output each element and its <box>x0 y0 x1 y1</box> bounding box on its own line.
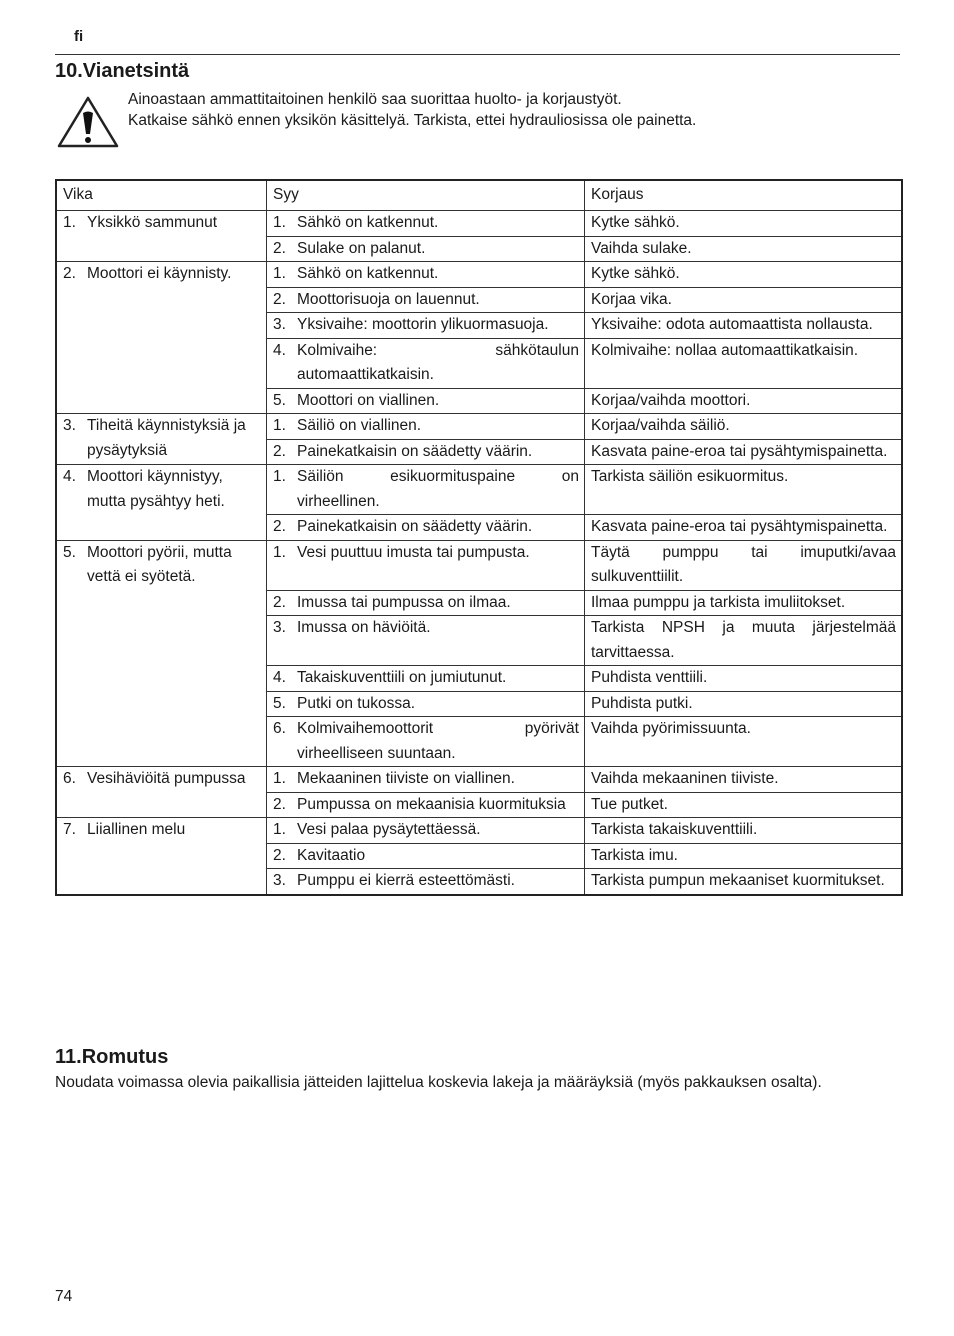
fix-cell: Tue putket. <box>585 792 903 818</box>
fault-text: Moottori käynnistyy, mutta pysähtyy heti. <box>87 468 225 510</box>
fault-cell <box>56 540 267 767</box>
cause-number: 1. <box>273 265 286 282</box>
cause-number: 3. <box>273 872 286 889</box>
cause-cell <box>267 414 585 440</box>
cause-text: Moottorisuoja on lauennut. <box>297 290 480 308</box>
cause-cell <box>267 616 585 666</box>
table-row <box>56 465 902 515</box>
cause-text: Painekatkaisin on säädetty väärin. <box>297 442 533 460</box>
fault-cell <box>56 818 267 895</box>
fix-cell: Korjaa vika. <box>585 287 903 313</box>
cause-cell <box>267 666 585 692</box>
troubleshooting-table <box>55 179 903 896</box>
fix-cell: Tarkista pumpun mekaaniset kuormitukset. <box>585 869 903 895</box>
fix-cell: Täytä pumppu tai imuputki/avaa sulkuventtiilit. <box>585 540 903 590</box>
cause-text: Painekatkaisin on säädetty väärin. <box>297 518 533 535</box>
cause-cell <box>267 869 585 895</box>
fix-cell: Korjaa/vaihda säiliö. <box>585 414 903 440</box>
cause-number: 2. <box>273 442 286 460</box>
fix-cell: Kasvata paine-eroa tai pysähtymispainetta. <box>585 515 903 541</box>
cause-number: 6. <box>273 720 286 737</box>
fix-cell: Korjaa/vaihda moottori. <box>585 388 903 414</box>
cause-text: Sulake on palanut. <box>297 239 426 257</box>
fault-number: 4. <box>63 468 76 485</box>
cause-text: Säiliön esikuormituspaine on virheellinen. <box>297 468 579 510</box>
table-row <box>56 262 902 288</box>
cause-cell <box>267 465 585 515</box>
fix-cell: Vaihda pyörimissuunta. <box>585 717 903 767</box>
cause-text: Vesi puuttuu imusta tai pumpusta. <box>297 543 530 561</box>
fix-cell: Vaihda sulake. <box>585 236 903 262</box>
fix-cell: Puhdista putki. <box>585 691 903 717</box>
cause-text: Kolmivaihe: sähkötaulun automaattikatkaisin. <box>297 341 579 383</box>
cause-number: 5. <box>273 391 286 409</box>
column-header-cause: Syy <box>267 180 585 211</box>
fault-number: 5. <box>63 543 76 561</box>
table-row <box>56 211 902 237</box>
cause-cell <box>267 717 585 767</box>
cause-number: 4. <box>273 341 286 359</box>
cause-cell <box>267 313 585 339</box>
cause-number: 1. <box>273 468 286 485</box>
fix-cell: Yksivaihe: odota automaattista nollausta. <box>585 313 903 339</box>
fault-cell <box>56 414 267 465</box>
cause-number: 1. <box>273 417 286 434</box>
warning-triangle-icon <box>57 96 119 148</box>
fix-cell: Vaihda mekaaninen tiiviste. <box>585 767 903 793</box>
table-row <box>56 818 902 844</box>
cause-text: Yksivaihe: moottorin ylikuormasuoja. <box>297 316 549 333</box>
cause-cell <box>267 388 585 414</box>
language-code: fi <box>74 28 84 45</box>
fix-cell: Tarkista NPSH ja muuta järjestelmää tarvittaessa. <box>585 616 903 666</box>
disposal-text: Noudata voimassa olevia paikallisia jätteiden lajittelua koskevia lakeja ja määräyksiä (myös pakkauksen osalta). <box>55 1074 822 1091</box>
fault-text: Moottori pyörii, mutta vettä ei syötetä. <box>87 543 232 585</box>
cause-number: 2. <box>273 239 286 257</box>
cause-text: Sähkö on katkennut. <box>297 265 439 282</box>
fix-cell: Tarkista imu. <box>585 843 903 869</box>
cause-number: 2. <box>273 290 286 308</box>
cause-text: Takaiskuventtiili on jumiutunut. <box>297 669 507 686</box>
cause-number: 3. <box>273 619 286 636</box>
cause-text: Imussa tai pumpussa on ilmaa. <box>297 593 511 611</box>
fix-cell: Tarkista säiliön esikuormitus. <box>585 465 903 515</box>
cause-text: Pumppu ei kierrä esteettömästi. <box>297 872 515 889</box>
cause-cell <box>267 767 585 793</box>
fault-number: 7. <box>63 821 76 838</box>
cause-number: 1. <box>273 543 286 561</box>
cause-text: Putki on tukossa. <box>297 694 416 712</box>
cause-text: Säiliö on viallinen. <box>297 417 422 434</box>
fix-cell: Kytke sähkö. <box>585 211 903 237</box>
cause-cell <box>267 691 585 717</box>
fault-cell <box>56 767 267 818</box>
cause-text: Pumpussa on mekaanisia kuormituksia <box>297 795 566 813</box>
cause-text: Imussa on häviöitä. <box>297 619 431 636</box>
cause-text: Kavitaatio <box>297 846 366 864</box>
table-header-row <box>56 180 902 211</box>
table-row <box>56 540 902 590</box>
cause-cell <box>267 818 585 844</box>
cause-cell <box>267 590 585 616</box>
fix-cell: Tarkista takaiskuventtiili. <box>585 818 903 844</box>
fault-number: 1. <box>63 214 76 231</box>
fix-cell: Kytke sähkö. <box>585 262 903 288</box>
cause-cell <box>267 287 585 313</box>
cause-cell <box>267 262 585 288</box>
fault-cell <box>56 262 267 414</box>
cause-cell <box>267 515 585 541</box>
cause-number: 3. <box>273 316 286 333</box>
cause-cell <box>267 338 585 388</box>
cause-number: 2. <box>273 593 286 611</box>
warning-line: Ainoastaan ammattitaitoinen henkilö saa suorittaa huolto- ja korjaustyöt. <box>128 91 622 108</box>
cause-number: 4. <box>273 669 286 686</box>
fault-text: Vesihäviöitä pumpussa <box>87 770 246 787</box>
fault-cell <box>56 211 267 262</box>
fault-number: 2. <box>63 265 76 282</box>
cause-text: Vesi palaa pysäytettäessä. <box>297 821 481 838</box>
column-header-fault: Vika <box>56 180 267 211</box>
warning-line: Katkaise sähkö ennen yksikön käsittelyä. Tarkista, ettei hydrauliosissa ole painetta. <box>128 112 697 129</box>
cause-text: Moottori on viallinen. <box>297 391 440 409</box>
column-header-fix: Korjaus <box>585 180 903 211</box>
fault-text: Tiheitä käynnistyksiä ja pysäytyksiä <box>87 417 246 459</box>
cause-cell <box>267 439 585 465</box>
fix-cell: Ilmaa pumppu ja tarkista imuliitokset. <box>585 590 903 616</box>
cause-number: 1. <box>273 214 286 231</box>
cause-cell <box>267 792 585 818</box>
cause-number: 2. <box>273 518 286 535</box>
cause-cell <box>267 540 585 590</box>
fault-text: Yksikkö sammunut <box>87 214 218 231</box>
fix-cell: Kasvata paine-eroa tai pysähtymispainetta. <box>585 439 903 465</box>
fix-cell: Kolmivaihe: nollaa automaattikatkaisin. <box>585 338 903 388</box>
page-number: 74 <box>55 1288 73 1305</box>
fault-text: Moottori ei käynnisty. <box>87 265 232 282</box>
warning-text <box>128 89 696 131</box>
cause-number: 1. <box>273 770 286 787</box>
table-body <box>56 211 902 895</box>
fault-text: Liiallinen melu <box>87 821 186 838</box>
cause-number: 2. <box>273 846 286 864</box>
cause-cell <box>267 211 585 237</box>
cause-text: Kolmivaihemoottorit pyörivät virheelliseen suuntaan. <box>297 720 579 762</box>
header-rule <box>55 54 900 55</box>
cause-number: 1. <box>273 821 286 838</box>
fault-number: 3. <box>63 417 76 434</box>
table-row <box>56 767 902 793</box>
cause-cell <box>267 236 585 262</box>
table-row <box>56 414 902 440</box>
cause-cell <box>267 843 585 869</box>
cause-text: Sähkö on katkennut. <box>297 214 439 231</box>
fault-number: 6. <box>63 770 76 787</box>
section-title-troubleshooting: 10.Vianetsintä <box>55 60 190 82</box>
cause-text: Mekaaninen tiiviste on viallinen. <box>297 770 515 787</box>
fix-cell: Puhdista venttiili. <box>585 666 903 692</box>
fault-cell <box>56 465 267 541</box>
cause-number: 5. <box>273 694 286 712</box>
section-title-disposal: 11.Romutus <box>55 1046 169 1068</box>
cause-number: 2. <box>273 795 286 813</box>
